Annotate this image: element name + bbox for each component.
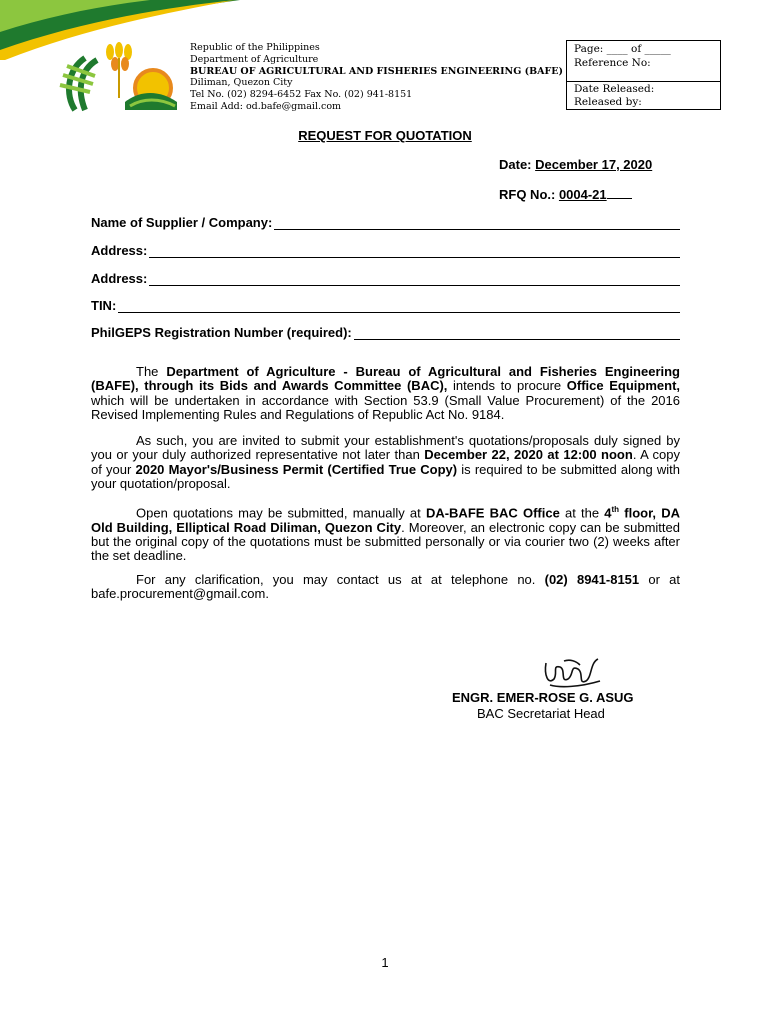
paragraph-intro xyxy=(91,365,680,422)
text-run: The xyxy=(136,364,167,379)
header-line-bureau: BUREAU OF AGRICULTURAL AND FISHERIES ENGINEERING (BAFE) xyxy=(190,65,564,77)
text-run: 2020 Mayor's/Business Permit (Certified True Copy) xyxy=(135,461,458,477)
text-run: 4 xyxy=(604,505,612,521)
date-released-field: Date Released: xyxy=(574,83,655,95)
text-run: at the xyxy=(559,505,605,521)
control-box-divider xyxy=(567,81,720,82)
paragraph-submission xyxy=(91,503,680,564)
document-title: REQUEST FOR QUOTATION xyxy=(298,128,472,143)
bafe-logo-icon xyxy=(55,40,180,115)
text-run: which will be undertaken in accordance with Section 53.9 (Small Value Procurement) of the 2016 Revised Implementing Rules and Regulations of Republic Act No. 9184. xyxy=(91,392,680,422)
text-run: Office Equipment, xyxy=(566,378,681,394)
signatory-role: BAC Secretariat Head xyxy=(477,706,605,721)
text-run: DA-BAFE BAC Office xyxy=(425,505,560,521)
agency-header xyxy=(190,42,563,113)
rfq-number: RFQ No.: 0004-21 xyxy=(499,186,632,202)
supplier-name-line xyxy=(274,215,680,230)
philgeps-field: PhilGEPS Registration Number (required): xyxy=(91,322,680,340)
paragraph-deadline xyxy=(91,434,680,491)
text-run: Department of Agriculture - Bureau of Agricultural and Fisheries Engineering (BAFE), through its Bids and Awards Committee (BAC), xyxy=(91,364,681,394)
text-run: or at bafe.procurement@gmail.com. xyxy=(91,572,680,602)
address-field-1: Address: xyxy=(91,240,680,258)
address-line-1 xyxy=(149,243,680,258)
tin-field: TIN: xyxy=(91,295,680,313)
reference-no-field: Reference No: xyxy=(574,57,651,69)
text-run: As such, you are invited to submit your establishment's quotations/proposals duly signed by you or your duly authorized representative not later than xyxy=(91,433,680,463)
text-run: . A copy of your xyxy=(91,447,680,477)
page-of-field: Page: ____ of _____ xyxy=(574,43,671,55)
signatory-name: ENGR. EMER-ROSE G. ASUG xyxy=(452,690,634,705)
supplier-name-field: Name of Supplier / Company: xyxy=(91,212,680,230)
text-run: th xyxy=(611,505,620,514)
text-run: For any clarification, you may contact us at at telephone no. xyxy=(136,572,545,587)
philgeps-line xyxy=(354,325,680,340)
header-line-phone: Tel No. (02) 8294-6452 Fax No. (02) 941-8151 xyxy=(190,89,413,101)
header-line-address: Diliman, Quezon City xyxy=(190,77,293,89)
text-run: is required to be submitted along with your quotation/proposal. xyxy=(91,461,680,491)
header-line-email: Email Add: od.bafe@gmail.com xyxy=(190,100,342,112)
address-field-2: Address: xyxy=(91,268,680,286)
paragraph-contact xyxy=(91,573,680,602)
text-run: December 22, 2020 at 12:00 noon xyxy=(424,447,633,463)
text-run: intends to procure xyxy=(447,378,567,394)
header-line-department: Department of Agriculture xyxy=(190,53,319,65)
document-control-box xyxy=(566,40,721,110)
address-line-2 xyxy=(149,271,680,286)
text-run: (02) 8941-8151 xyxy=(544,572,640,587)
text-run: floor, DA Old Building, Elliptical Road Diliman, Quezon City xyxy=(91,505,680,535)
signature-icon xyxy=(540,655,605,693)
released-by-field: Released by: xyxy=(574,96,642,108)
rfq-date: Date: December 17, 2020 xyxy=(499,157,653,172)
page-number: 1 xyxy=(381,955,389,970)
tin-line xyxy=(118,298,680,313)
text-run: Open quotations may be submitted, manually at xyxy=(136,505,426,521)
text-run: . Moreover, an electronic copy can be submitted but the original copy of the quotations must be submitted personally or via courier two (2) weeks after the set deadline. xyxy=(91,519,680,564)
header-line-republic: Republic of the Philippines xyxy=(190,42,320,53)
